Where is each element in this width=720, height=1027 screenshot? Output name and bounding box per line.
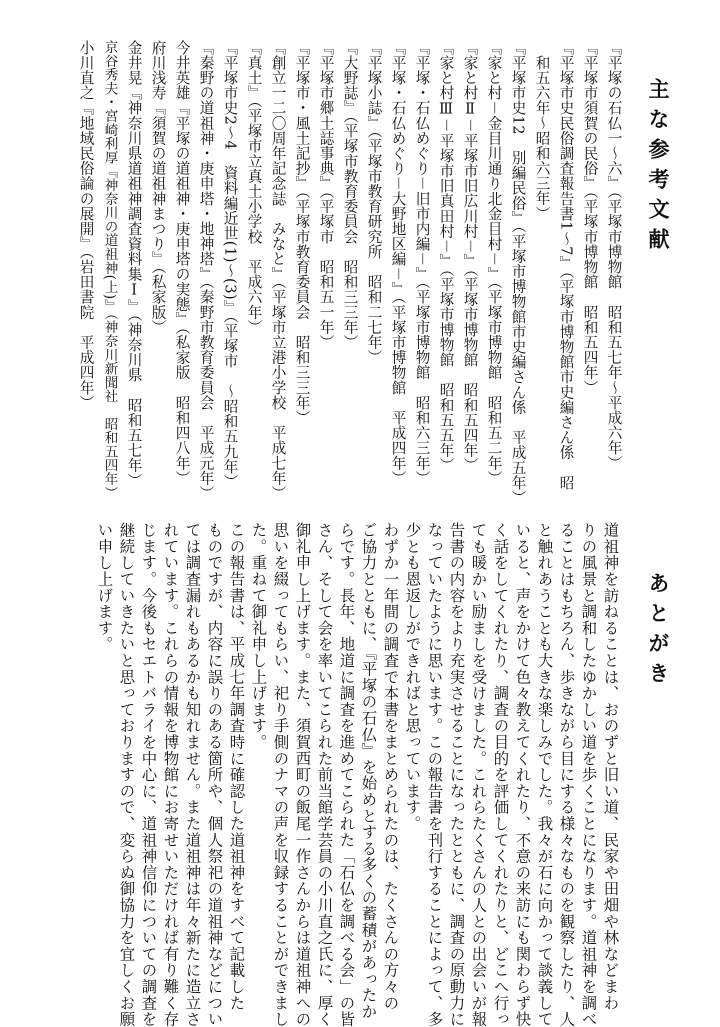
afterword-line: く話をしてくれたり、調査の目的を評価してくれたりと、どこへ行っ (491, 522, 510, 1027)
reference-item: 『家と村Ⅱ－平塚市旧広川村－』（平塚市博物館 昭和五四年） (461, 40, 479, 473)
reference-item: 『平塚市郷土誌事典』（平塚市 昭和五一年） (317, 40, 335, 350)
reference-item: 小川直之『地域民俗論の展開』（岩田書院 平成四年） (77, 40, 95, 411)
afterword-line: ても暖かい励ましを受けました。これらたくさんの人との出会いが報 (469, 522, 488, 1027)
afterword-line: れています。これらの情報を博物館にお寄せいただければ有り難く存 (161, 522, 180, 1027)
afterword-line: 継続していきたいと思っておりますので、変らぬ御協力を宜しくお願 (117, 522, 136, 1027)
reference-item: 『平塚市須賀の民俗』（平塚市博物館 昭和五四年） (581, 40, 599, 396)
reference-item: 『家と村Ⅲ－平塚市旧真田村－』（平塚市博物館 昭和五五年） (437, 40, 455, 473)
reference-item: 『平塚の石仏一～六』（平塚市博物館 昭和五七年～平成六年） (605, 40, 623, 471)
reference-item: 『真土』（平塚市立真土小学校 平成六年） (245, 40, 263, 335)
afterword-line: 思いを綴ってもらい、祀り手側のナマの声を収録することができまし (271, 522, 290, 1027)
afterword-line: りの風景と調和したゆかしい道を歩くことになります。道祖神を調べ (579, 522, 598, 1027)
reference-item: 『大野誌』（平塚市教育委員会 昭和三三年） (341, 40, 359, 350)
afterword-line: 御礼申し上げます。また、須賀西町の飯尾一作さんからは道祖神への (293, 522, 312, 1027)
afterword-line: た。重ねて御礼申し上げます。 (249, 522, 268, 751)
afterword-line: じます。今後もセエトバライを中心に、道祖神信仰についての調査を (139, 522, 158, 1027)
afterword-line: 道祖神を訪ねることは、おのずと旧い道、民家や田畑や林などまわ (601, 522, 620, 1011)
reference-item: 『平塚・石仏めぐり－旧市内編－』（平塚市博物館 昭和六三年） (413, 40, 431, 486)
afterword-line: 少とも恩返しができればと思っています。 (403, 522, 422, 832)
afterword-heading: あとがき (646, 572, 671, 692)
reference-item: 金井晃『神奈川県道祖神調査資料集Ⅰ』（神奈川県 昭和五七年） (125, 40, 143, 489)
reference-item: 『平塚小誌』（平塚市教育研究所 昭和二七年） (365, 40, 383, 365)
reference-item: 『平塚・石仏めぐり－大野地区編－』（平塚市博物館 平成四年） (389, 40, 407, 486)
reference-item: 『平塚市史2～4 資料編近世(1)～(3)』（平塚市 ～昭和五九年） (221, 40, 239, 490)
reference-item: 府川浅寿『須賀の道祖神まつり』（私家版） (149, 40, 167, 335)
reference-item: 『創立一二〇周年記念誌 みなと』（平塚市立港小学校 平成七年） (269, 40, 287, 501)
afterword-line: さん、そして会を率いてこられた前当館学芸員の小川直之氏に、厚く (315, 522, 334, 1027)
afterword-line: なっていたように思います。この報告書を刊行することによって、多 (425, 522, 444, 1027)
afterword-line: と触れあうことも大きな楽しみでした。我々が石に向かって談義して (535, 522, 554, 1027)
reference-item: 『平塚市・風土記抄』（平塚市教育委員会 昭和三三年） (293, 40, 311, 426)
reference-item: 京谷秀夫・宮崎利厚『神奈川の道祖神(上)』（神奈川新聞社 昭和五四年） (101, 40, 118, 500)
afterword-line: 告書の内容をより充実させることになったとともに、調査の原動力に (447, 522, 466, 1027)
reference-item: 『家と村－金目川通り北金目村－』（平塚市博物館 昭和五二年） (485, 40, 503, 486)
reference-item: 『平塚市史民俗調査報告書1～7』（平塚市博物館市史編さん係 昭 (557, 40, 575, 491)
afterword-line: わずか一年間の調査で本書をまとめられたのは、たくさんの方々の (381, 522, 400, 1011)
references-heading: 主な参考文献 (646, 78, 671, 258)
afterword-line: い申し上げます。 (95, 522, 114, 653)
afterword-line: ご協力とともに、『平塚の石仏』を始めとする多くの蓄積があったか (359, 522, 378, 1020)
afterword-line: いると、声をかけて色々教えてくれたり、不意の来訪にも関わらず快 (513, 522, 532, 1027)
afterword-line: らです。長年、地道に調査を進めてこられた「石仏を調べる会」の皆 (337, 522, 356, 1027)
reference-item: 『秦野の道祖神・庚申塔・地神塔』（秦野市教育委員会 平成元年） (197, 40, 215, 501)
afterword-line: ては調査漏れもあるかも知れません。また道祖神は年々新たに造立さ (183, 522, 202, 1027)
reference-item: 和五六年～昭和六三年） (533, 55, 551, 222)
reference-item: 『平塚市史12 別編民俗』（平塚市博物館市史編さん係 平成五年） (509, 40, 527, 506)
reference-item: 今井英雄『平塚の道祖神・庚申塔の実態』（私家版 昭和四八年） (173, 40, 191, 486)
afterword-line: ものですが、内容に誤りのある箇所や、個人祭祀の道祖神などについ (205, 522, 224, 1027)
afterword-line: この報告書は、平成七年調査時に確認した道祖神をすべて記載した (227, 522, 246, 1011)
afterword-line: ることはもちろん、歩きながら目にする様々なものを観察したり、人 (557, 522, 576, 1027)
